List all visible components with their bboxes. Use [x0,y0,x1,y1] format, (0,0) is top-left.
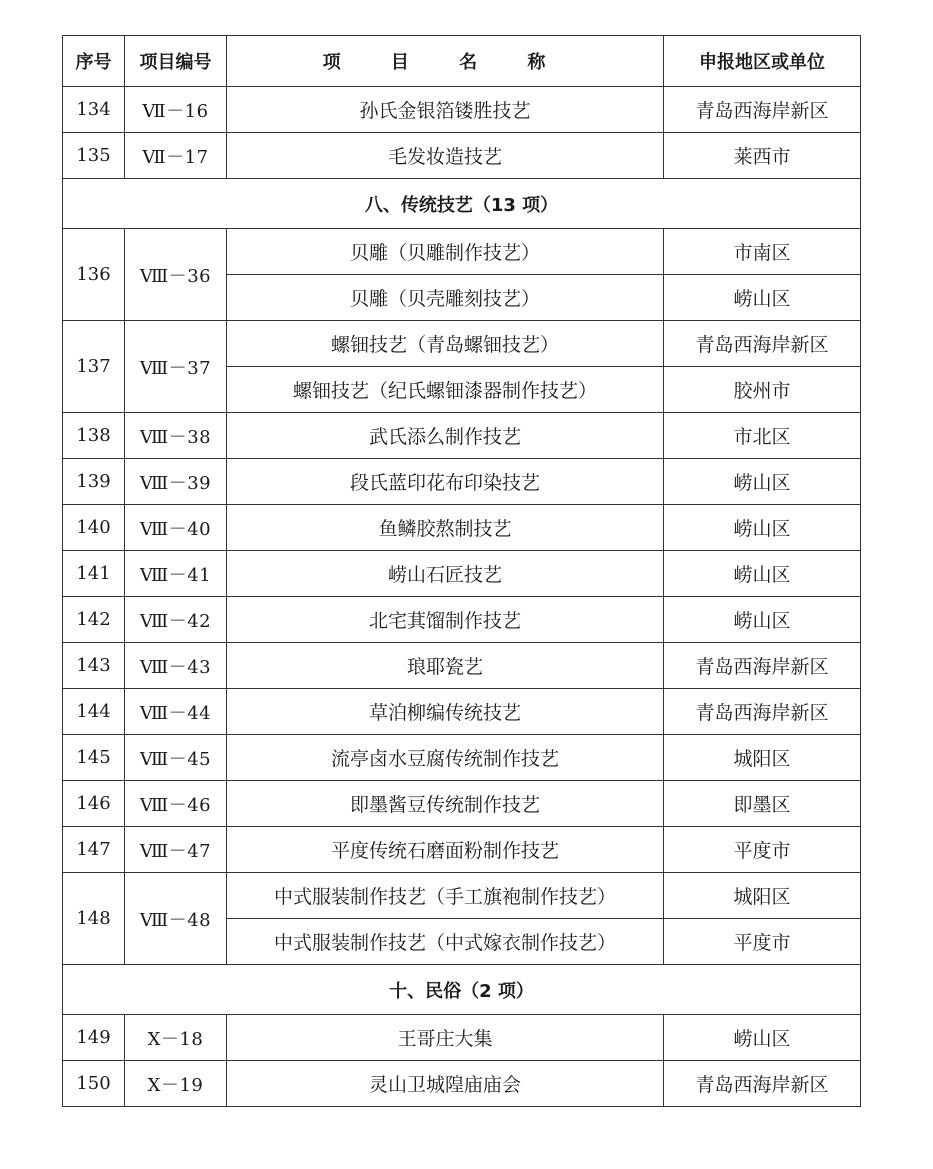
cell-name: 段氏蓝印花布印染技艺 [227,459,664,505]
table-row [63,735,861,781]
cell-region: 青岛西海岸新区 [664,321,861,367]
cell-name: 鱼鳞胶熬制技艺 [227,505,664,551]
cell-code: Ⅷ－45 [125,735,227,781]
header-name: 项 目 名 称 [227,36,664,87]
cell-code: Ⅷ－39 [125,459,227,505]
cell-code: Ⅷ－43 [125,643,227,689]
cell-seq: 140 [63,505,125,551]
cell-region: 平度市 [664,827,861,873]
cell-code: Ⅷ－44 [125,689,227,735]
cell-region: 城阳区 [664,735,861,781]
cell-seq: 136 [63,229,125,321]
cell-seq: 145 [63,735,125,781]
cell-name: 即墨酱豆传统制作技艺 [227,781,664,827]
cell-region: 青岛西海岸新区 [664,1061,861,1107]
table-row [63,133,861,179]
cell-seq: 150 [63,1061,125,1107]
cell-region: 胶州市 [664,367,861,413]
cell-region: 青岛西海岸新区 [664,643,861,689]
table-row [63,229,861,275]
table-row [63,781,861,827]
cell-code: Ⅶ－16 [125,87,227,133]
cell-region: 市南区 [664,229,861,275]
cell-seq: 143 [63,643,125,689]
cell-name: 琅耶瓷艺 [227,643,664,689]
category-row [63,965,861,1015]
cell-region: 崂山区 [664,1015,861,1061]
category-traditional-crafts: 八、传统技艺（13 项） [63,179,861,229]
header-region: 申报地区或单位 [664,36,861,87]
cell-name: 崂山石匠技艺 [227,551,664,597]
table-row [63,827,861,873]
heritage-list-table [62,35,861,1107]
cell-name: 北宅萁馏制作技艺 [227,597,664,643]
cell-seq: 134 [63,87,125,133]
cell-seq: 135 [63,133,125,179]
cell-code: Ⅷ－41 [125,551,227,597]
cell-code: Ⅷ－38 [125,413,227,459]
cell-name: 流亭卤水豆腐传统制作技艺 [227,735,664,781]
header-seq: 序号 [63,36,125,87]
cell-code: Ⅹ－18 [125,1015,227,1061]
cell-code: Ⅷ－42 [125,597,227,643]
table-row [63,459,861,505]
cell-seq: 138 [63,413,125,459]
cell-seq: 141 [63,551,125,597]
cell-name: 中式服装制作技艺（中式嫁衣制作技艺） [227,919,664,965]
cell-region: 崂山区 [664,459,861,505]
cell-region: 城阳区 [664,873,861,919]
cell-name: 灵山卫城隍庙庙会 [227,1061,664,1107]
table-row [63,87,861,133]
table-row [63,597,861,643]
cell-seq: 137 [63,321,125,413]
cell-region: 平度市 [664,919,861,965]
cell-seq: 148 [63,873,125,965]
category-row [63,179,861,229]
cell-code: Ⅷ－46 [125,781,227,827]
header-code: 项目编号 [125,36,227,87]
table-row [63,643,861,689]
cell-name: 平度传统石磨面粉制作技艺 [227,827,664,873]
cell-name: 贝雕（贝壳雕刻技艺） [227,275,664,321]
cell-seq: 146 [63,781,125,827]
cell-code: Ⅷ－48 [125,873,227,965]
cell-code: Ⅷ－37 [125,321,227,413]
cell-seq: 149 [63,1015,125,1061]
cell-region: 青岛西海岸新区 [664,87,861,133]
cell-name: 中式服装制作技艺（手工旗袍制作技艺） [227,873,664,919]
cell-code: Ⅹ－19 [125,1061,227,1107]
table-row [63,321,861,367]
cell-seq: 142 [63,597,125,643]
cell-name: 毛发妆造技艺 [227,133,664,179]
cell-name: 王哥庄大集 [227,1015,664,1061]
cell-name: 孙氏金银箔镂胜技艺 [227,87,664,133]
table-row [63,505,861,551]
cell-region: 即墨区 [664,781,861,827]
cell-region: 崂山区 [664,275,861,321]
cell-name: 贝雕（贝雕制作技艺） [227,229,664,275]
cell-code: Ⅷ－40 [125,505,227,551]
cell-name: 草泊柳编传统技艺 [227,689,664,735]
cell-region: 莱西市 [664,133,861,179]
cell-seq: 147 [63,827,125,873]
cell-region: 青岛西海岸新区 [664,689,861,735]
table-row [63,551,861,597]
cell-region: 崂山区 [664,597,861,643]
cell-region: 市北区 [664,413,861,459]
table-row [63,413,861,459]
cell-code: Ⅷ－36 [125,229,227,321]
table-header-row [63,36,861,87]
cell-name: 武氏添么制作技艺 [227,413,664,459]
cell-region: 崂山区 [664,551,861,597]
cell-name: 螺钿技艺（青岛螺钿技艺） [227,321,664,367]
cell-code: Ⅷ－47 [125,827,227,873]
cell-region: 崂山区 [664,505,861,551]
cell-name: 螺钿技艺（纪氏螺钿漆器制作技艺） [227,367,664,413]
category-folk-customs: 十、民俗（2 项） [63,965,861,1015]
table-row [63,1015,861,1061]
table-row [63,689,861,735]
cell-code: Ⅶ－17 [125,133,227,179]
cell-seq: 144 [63,689,125,735]
table-row [63,873,861,919]
cell-seq: 139 [63,459,125,505]
table-row [63,1061,861,1107]
